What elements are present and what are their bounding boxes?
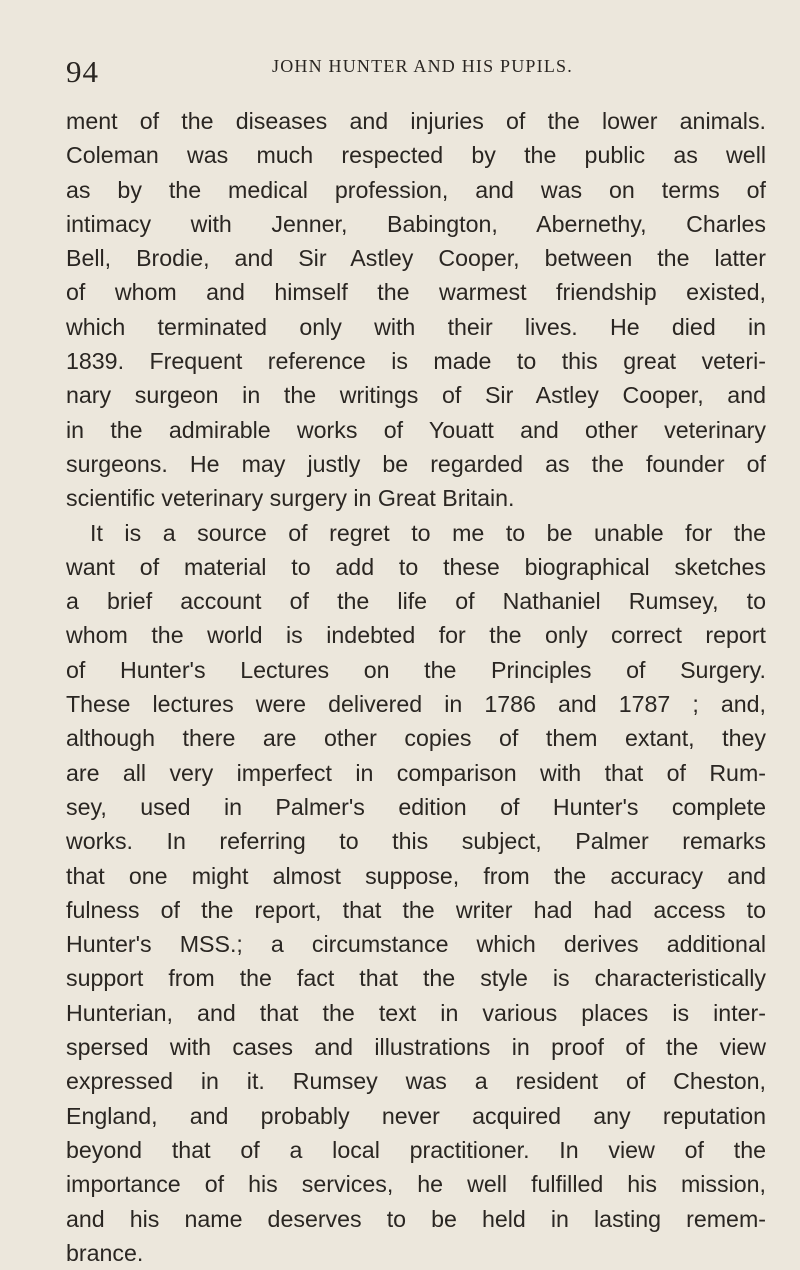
text-line: importance of his services, he well fulfilled his mission, [66, 1171, 766, 1198]
text-line: and his name deserves to be held in lasting remem- [66, 1205, 766, 1232]
running-title: JOHN HUNTER AND HIS PUPILS. [272, 56, 573, 76]
page-header [0, 0, 800, 100]
text-line: in the admirable works of Youatt and other veterinary [66, 416, 766, 443]
text-line: surgeons. He may justly be regarded as the founder of [66, 450, 766, 477]
text-line: which terminated only with their lives. He died in [66, 313, 766, 340]
text-line: ment of the diseases and injuries of the lower animals. [66, 108, 766, 134]
text-line: spersed with cases and illustrations in proof of the view [66, 1034, 766, 1061]
text-line: Hunterian, and that the text in various places is inter- [66, 999, 766, 1026]
text-line: sey, used in Palmer's edition of Hunter's complete [66, 793, 766, 820]
paragraph-end-line: scientific veterinary surgery in Great Britain. [66, 485, 515, 512]
text-line: of Hunter's Lectures on the Principles of Surgery. [66, 656, 766, 683]
text-line: want of material to add to these biographical sketches [66, 553, 766, 580]
text-line: Hunter's MSS.; a circumstance which derives additional [66, 931, 766, 958]
text-line: support from the fact that the style is characteristically [66, 965, 766, 992]
paragraph-first-line: It is a source of regret to me to be unable for the [90, 519, 766, 546]
text-line: Coleman was much respected by the public as well [66, 142, 766, 169]
text-line: works. In referring to this subject, Palmer remarks [66, 828, 766, 855]
body-text [66, 104, 766, 1270]
text-line: a brief account of the life of Nathaniel Rumsey, to [66, 588, 766, 615]
text-line: intimacy with Jenner, Babington, Abernethy, Charles [66, 210, 766, 237]
text-line: 1839. Frequent reference is made to this great veteri- [66, 348, 766, 375]
text-line: nary surgeon in the writings of Sir Astley Cooper, and [66, 382, 766, 409]
text-line: beyond that of a local practitioner. In view of the [66, 1136, 766, 1163]
text-line: Bell, Brodie, and Sir Astley Cooper, between the latter [66, 245, 766, 272]
text-line: England, and probably never acquired any reputation [66, 1102, 766, 1129]
text-line: as by the medical profession, and was on terms of [66, 176, 766, 203]
text-line: of whom and himself the warmest friendship existed, [66, 279, 766, 306]
text-line: whom the world is indebted for the only correct report [66, 622, 766, 649]
paragraph-end-line: brance. [66, 1239, 144, 1266]
text-line: are all very imperfect in comparison with that of Rum- [66, 759, 766, 786]
text-line: fulness of the report, that the writer had had access to [66, 896, 766, 923]
text-line: although there are other copies of them extant, they [66, 725, 766, 752]
text-line: that one might almost suppose, from the accuracy and [66, 862, 766, 889]
text-line: These lectures were delivered in 1786 and 1787 ; and, [66, 691, 766, 718]
page-number: 94 [66, 54, 99, 89]
text-line: expressed in it. Rumsey was a resident of Cheston, [66, 1068, 766, 1095]
